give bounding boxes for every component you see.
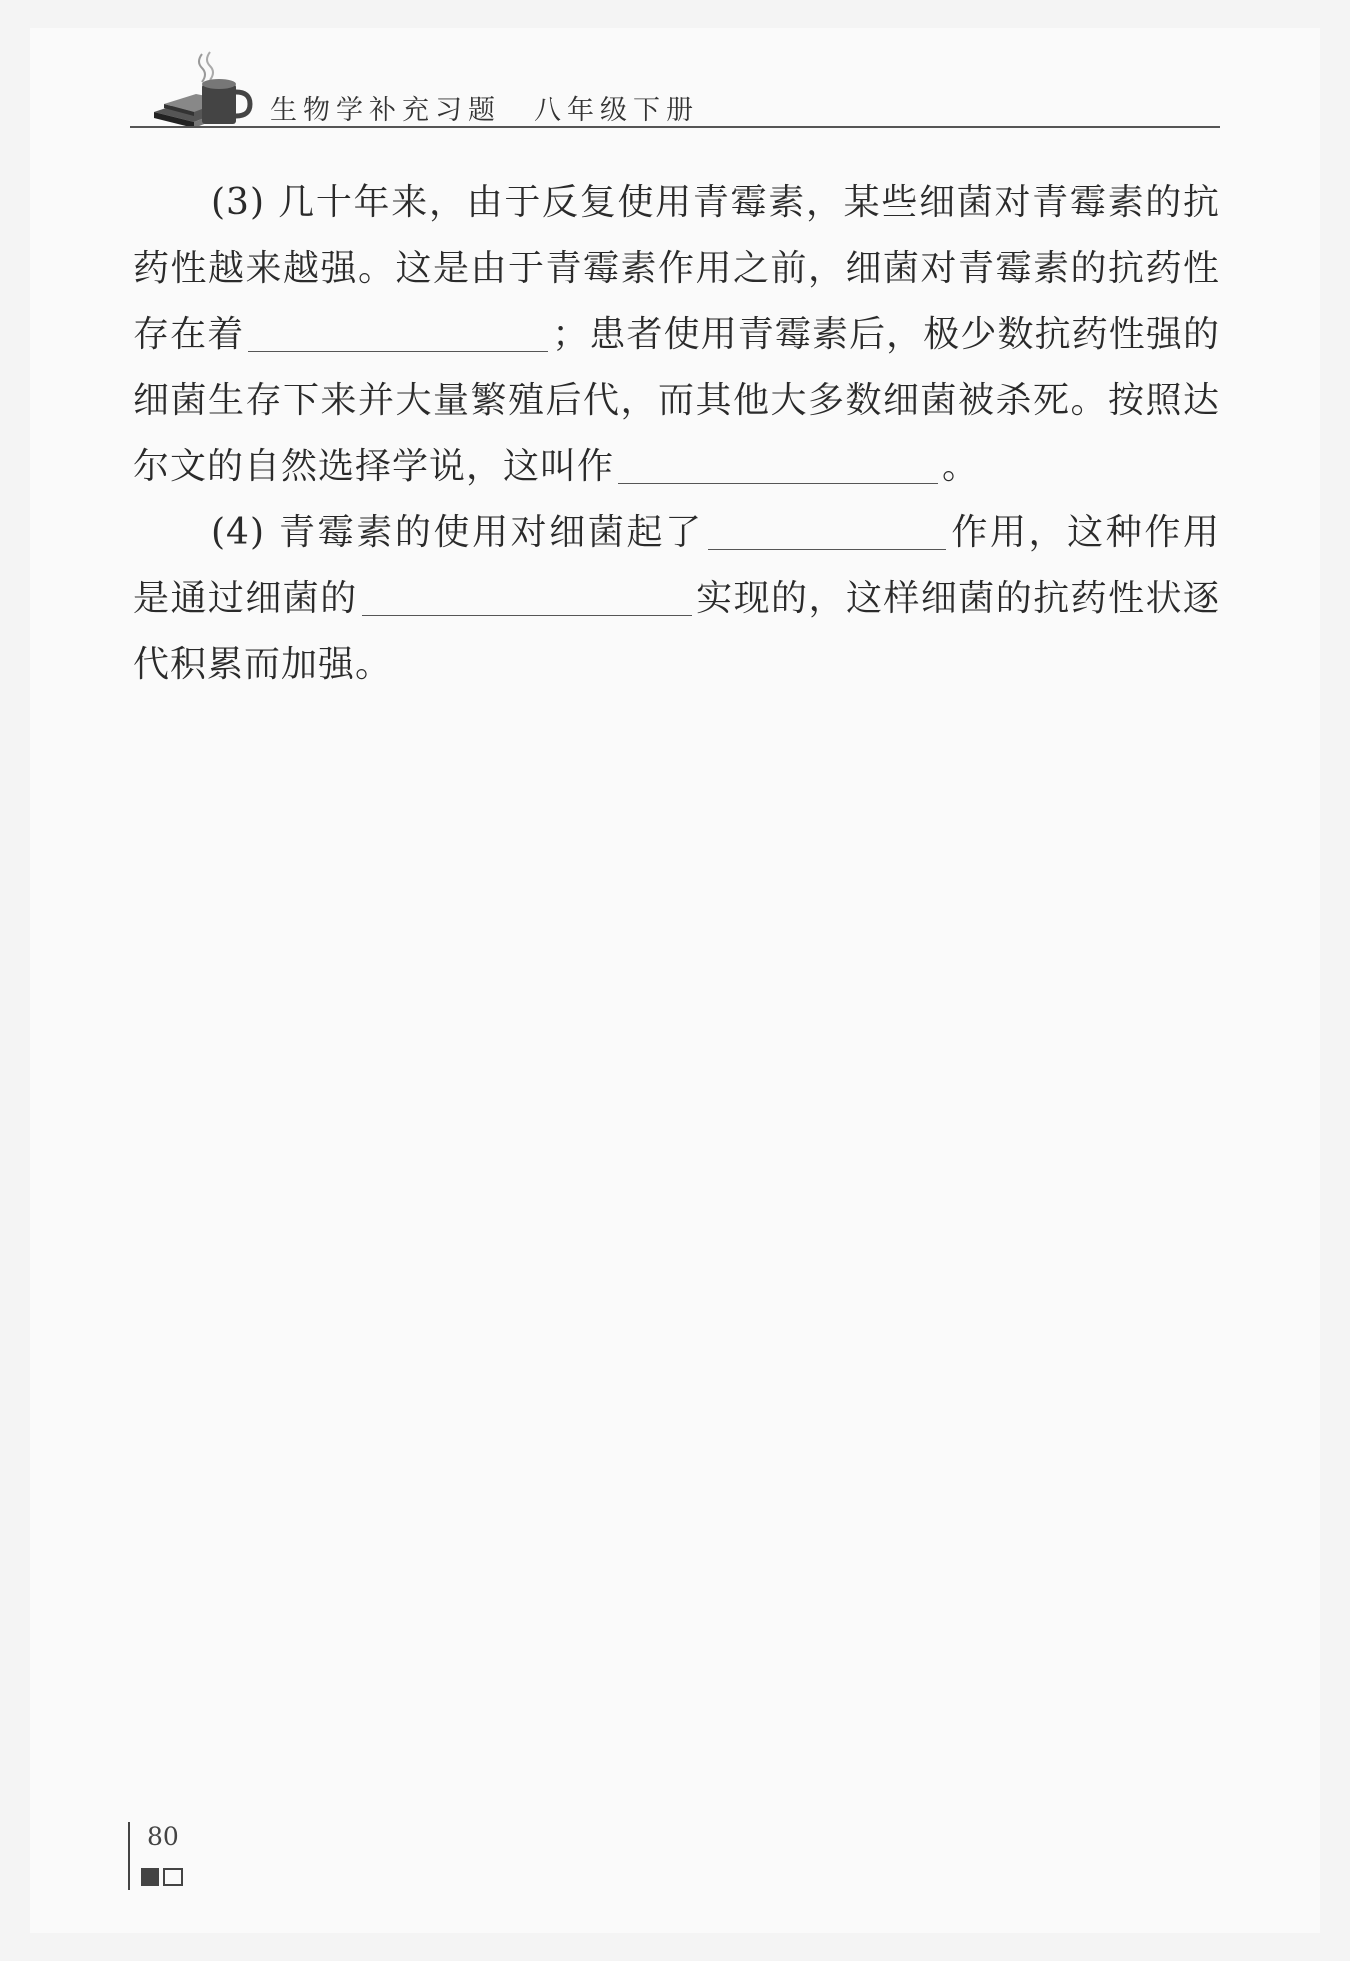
question-4-text-b: 作用，这种作用是通过细菌的 (133, 512, 1220, 619)
book-title: 生物学补充习题 八年级下册 (270, 95, 699, 126)
footer-squares-icon (140, 1866, 190, 1888)
question-4-text-a: (4) 青霉素的使用对细菌起了 (211, 512, 704, 553)
question-3-text-b: ；患者使用青霉素后，极少数抗药性强的细菌生存下来并大量繁殖后代，而其他大多数细菌被杀死。按照达尔文的自然选择学说，这叫作 (133, 314, 1220, 487)
answer-blank-2[interactable] (618, 449, 938, 484)
footer-divider (128, 1822, 130, 1890)
question-3 (133, 170, 1220, 500)
question-content (133, 170, 1220, 698)
header-divider (130, 126, 1220, 128)
answer-blank-3[interactable] (708, 515, 946, 550)
books-and-mug-icon (150, 50, 270, 130)
question-3-text-a: (3) 几十年来，由于反复使用青霉素，某些细菌对青霉素的抗药性越来越强。这是由于青霉素作用之前，细菌对青霉素的抗药性存在着 (133, 182, 1220, 355)
answer-blank-1[interactable] (248, 317, 548, 352)
question-4 (133, 500, 1220, 698)
question-4-text-c: 实现的，这样细菌的抗药性状逐代积累而加强。 (133, 578, 1220, 685)
answer-blank-4[interactable] (362, 581, 692, 616)
page-header (130, 50, 1220, 130)
question-3-text-c: 。 (942, 446, 980, 487)
page-number: 80 (147, 1822, 179, 1851)
